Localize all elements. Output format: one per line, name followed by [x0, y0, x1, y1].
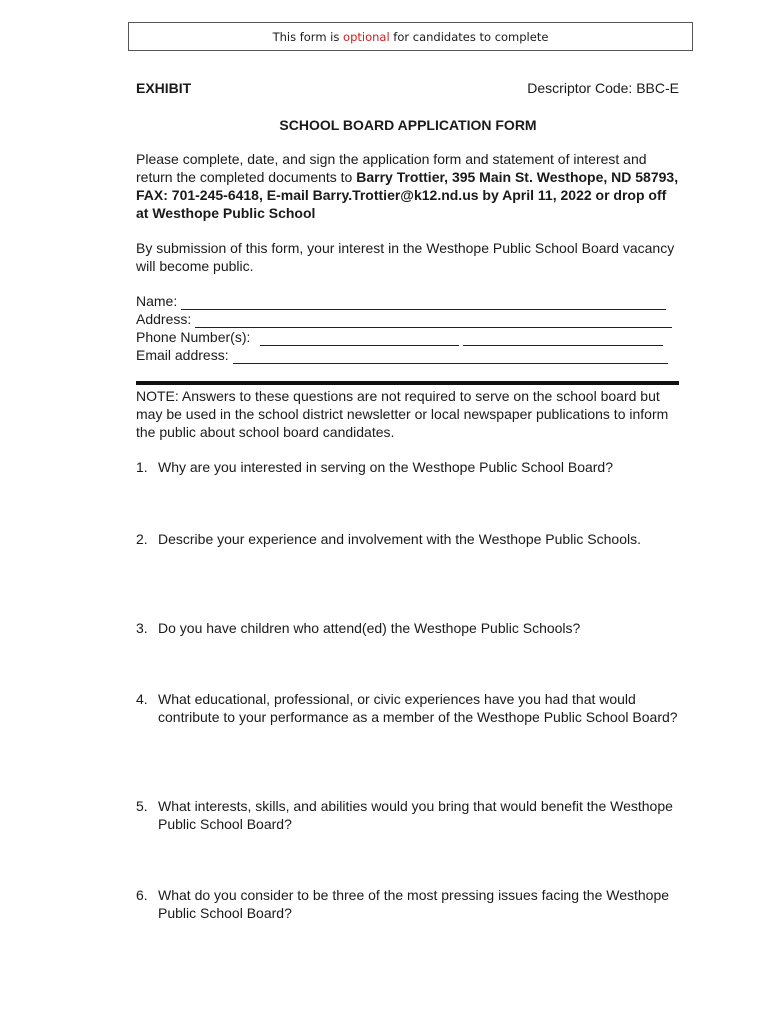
note-paragraph: NOTE: Answers to these questions are not required to serve on the school board but may be used in the school district newsletter or local newspaper publications to inform the public about school board candidates.	[136, 388, 669, 440]
intro-paragraph	[136, 150, 681, 222]
question-number: 5.	[136, 798, 148, 814]
email-input-line[interactable]	[233, 350, 668, 364]
address-row	[136, 310, 681, 328]
phone-row	[136, 328, 681, 346]
email-label: Email address:	[136, 347, 229, 363]
optional-notice-box	[128, 22, 693, 51]
email-row	[136, 346, 681, 364]
question-number: 2.	[136, 531, 148, 547]
address-label: Address:	[136, 311, 192, 327]
question-text: Describe your experience and involvement with the Westhope Public Schools.	[158, 531, 641, 547]
notice-text-after: for candidates to complete	[389, 29, 549, 44]
descriptor-code: Descriptor Code: BBC-E	[527, 80, 679, 96]
question-number: 4.	[136, 691, 148, 707]
phone-label: Phone Number(s):	[136, 329, 251, 345]
section-divider	[136, 381, 679, 385]
question-item	[136, 690, 681, 726]
name-row	[136, 292, 681, 310]
applicant-fields	[136, 292, 681, 364]
question-text: Do you have children who attend(ed) the Westhope Public Schools?	[158, 620, 581, 636]
name-label: Name:	[136, 293, 178, 309]
public-notice-paragraph: By submission of this form, your interest in the Westhope Public School Board vacancy will become public.	[136, 240, 675, 274]
question-text: What interests, skills, and abilities would you bring that would benefit the Westhope Public School Board?	[158, 798, 673, 832]
question-item	[136, 530, 681, 548]
question-item	[136, 458, 681, 476]
phone-input-line-2[interactable]	[463, 332, 663, 346]
exhibit-label: EXHIBIT	[136, 80, 192, 96]
question-item	[136, 886, 681, 922]
question-item	[136, 797, 681, 833]
question-number: 3.	[136, 620, 148, 636]
question-text: What educational, professional, or civic experiences have you had that would contribute to your performance as a member of the Westhope Public School Board?	[158, 691, 678, 725]
notice-optional-word: optional	[343, 29, 390, 44]
notice-text-before: This form is	[272, 29, 344, 44]
phone-input-line-1[interactable]	[260, 332, 459, 346]
intro-contact-bold: Barry Trottier, 395 Main St. Westhope, ND 58793, FAX: 701-245-6418, E-mail Barry.Trottier@k12.nd.us by April 11, 2022 or drop off at Westhope Public School	[136, 169, 679, 221]
question-item	[136, 619, 681, 637]
form-title: SCHOOL BOARD APPLICATION FORM	[279, 117, 537, 133]
question-text: What do you consider to be three of the most pressing issues facing the Westhope Public School Board?	[158, 887, 670, 921]
question-text: Why are you interested in serving on the Westhope Public School Board?	[158, 459, 613, 475]
question-number: 1.	[136, 459, 148, 475]
name-input-line[interactable]	[181, 296, 666, 310]
question-number: 6.	[136, 887, 148, 903]
intro-text: Please complete, date, and sign the application form and statement of interest and return the completed documents to	[136, 151, 647, 185]
address-input-line[interactable]	[195, 314, 672, 328]
